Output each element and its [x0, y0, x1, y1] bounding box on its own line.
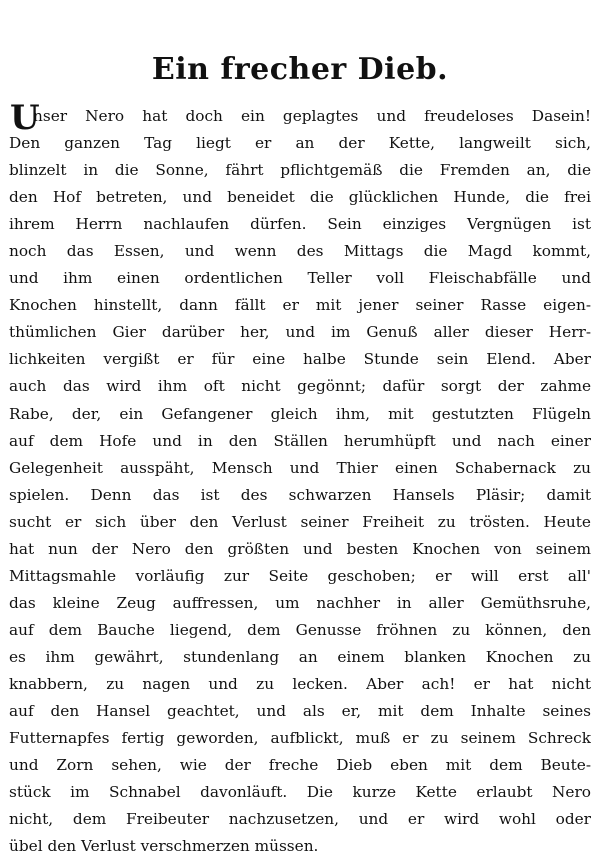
text-line: Rabe, der, ein Gefangener gleich ihm, mit gestutzten Flügeln	[9, 404, 591, 423]
page-title: Ein frecher Dieb.	[151, 52, 449, 88]
text-line: thümlichen Gier darüber her, und im Genuß aller dieser Herr-	[9, 323, 591, 342]
text-line: lichkeiten vergißt er für eine halbe Stunde sein Elend. Aber	[9, 350, 591, 369]
text-line: sucht er sich über den Verlust seiner Freiheit zu trösten. Heute	[9, 512, 591, 531]
text-line: es ihm gewährt, stundenlang an einem blanken Knochen zu	[9, 647, 591, 666]
text-line: nicht, dem Freibeuter nachzusetzen, und er wird wohl oder	[9, 810, 591, 829]
text-line: und Zorn sehen, wie der freche Dieb eben mit dem Beute-	[9, 756, 591, 775]
text-line: blinzelt in die Sonne, fährt pflichtgemäß die Fremden an, die	[9, 161, 591, 180]
drop-cap-initial: U	[10, 98, 40, 138]
text-line: noch das Essen, und wenn des Mittags die Magd kommt,	[9, 242, 591, 261]
text-line: den Hof betreten, und beneidet die glücklichen Hunde, die frei	[9, 188, 591, 207]
text-line: stück im Schnabel davonläuft. Die kurze Kette erlaubt Nero	[9, 783, 591, 802]
text-line: nser Nero hat doch ein geplagtes und freudeloses Dasein!	[33, 107, 591, 125]
text-line: auch das wird ihm oft nicht gegönnt; dafür sorgt der zahme	[9, 377, 591, 396]
text-line: und ihm einen ordentlichen Teller voll Fleischabfälle und	[9, 269, 591, 288]
text-line: Mittagsmahle vorläufig zur Seite geschoben; er will erst all'	[9, 566, 591, 585]
text-line: auf dem Hofe und in den Ställen herumhüpft und nach einer	[9, 431, 591, 450]
text-line: Den ganzen Tag liegt er an der Kette, langweilt sich,	[9, 134, 591, 153]
text-line: Futternapfes fertig geworden, aufblickt, muß er zu seinem Schreck	[9, 729, 591, 748]
text-line: auf dem Bauche liegend, dem Genusse fröhnen zu können, den	[9, 620, 591, 639]
text-line: Gelegenheit ausspäht, Mensch und Thier einen Schabernack zu	[9, 458, 591, 477]
text-line: übel den Verlust verschmerzen müssen.	[9, 837, 319, 856]
text-line: ihrem Herrn nachlaufen dürfen. Sein einziges Vergnügen ist	[9, 215, 591, 234]
text-line: das kleine Zeug auffressen, um nachher in aller Gemüthsruhe,	[9, 593, 591, 612]
body-paragraph	[9, 98, 591, 860]
text-line: knabbern, zu nagen und zu lecken. Aber ach! er hat nicht	[9, 674, 591, 693]
text-line: auf den Hansel geachtet, und als er, mit dem Inhalte seines	[9, 702, 591, 721]
text-line: spielen. Denn das ist des schwarzen Hansels Pläsir; damit	[9, 485, 591, 504]
text-line: Knochen hinstellt, dann fällt er mit jener seiner Rasse eigen-	[9, 296, 591, 315]
text-line: hat nun der Nero den größten und besten Knochen von seinem	[9, 539, 591, 558]
